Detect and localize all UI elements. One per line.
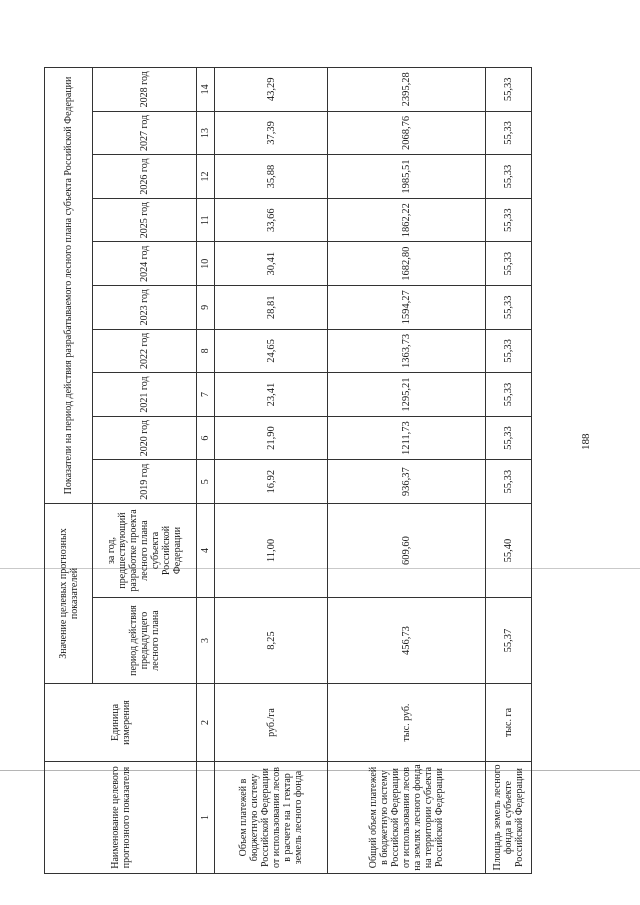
header-year: 2019 год — [93, 460, 197, 504]
column-number: 9 — [197, 286, 215, 330]
unit-cell: тыс. га — [486, 684, 532, 762]
year-value-cell: 1682,80 — [328, 242, 486, 286]
header-year: 2022 год — [93, 329, 197, 373]
header-year: 2025 год — [93, 198, 197, 242]
year-value-cell: 55,33 — [486, 416, 532, 460]
column-number: 14 — [197, 67, 215, 111]
year-value-cell: 55,33 — [486, 242, 532, 286]
year-value-cell: 55,33 — [486, 329, 532, 373]
year-value-cell: 55,33 — [486, 111, 532, 155]
header-year: 2027 год — [93, 111, 197, 155]
column-number: 13 — [197, 111, 215, 155]
column-number: 5 — [197, 460, 215, 504]
column-number: 2 — [197, 684, 215, 762]
year-value-cell: 35,88 — [215, 155, 328, 199]
indicator-name-cell: Общий объем платежей в бюджетную систему Российской Федерации от использования лесов на землях лесного фонда на территории субъекта Российской Федерации — [328, 762, 486, 874]
year-value-cell: 1862,22 — [328, 198, 486, 242]
year-value-cell: 1363,73 — [328, 329, 486, 373]
year-value-cell: 37,39 — [215, 111, 328, 155]
header-year: 2024 год — [93, 242, 197, 286]
header-year-before: за год, предшествующий разработке проекта лесного плана субъекта Российской Федерации — [93, 504, 197, 598]
indicator-name-cell: Площадь земель лесного фонда в субъекте Российской Федерации — [486, 762, 532, 874]
header-year: 2023 год — [93, 286, 197, 330]
header-unit: Единица измерения — [45, 684, 197, 762]
year-value-cell: 30,41 — [215, 242, 328, 286]
year-value-cell: 55,33 — [486, 198, 532, 242]
year-value-cell: 2395,28 — [328, 67, 486, 111]
year-value-cell: 1985,51 — [328, 155, 486, 199]
year-value-cell: 55,33 — [486, 373, 532, 417]
year-value-cell: 28,81 — [215, 286, 328, 330]
column-number: 11 — [197, 198, 215, 242]
column-number: 6 — [197, 416, 215, 460]
year-value-cell: 1594,27 — [328, 286, 486, 330]
header-previous-period: период действия предыдущего лесного плана — [93, 598, 197, 684]
header-year: 2021 год — [93, 373, 197, 417]
column-number: 4 — [197, 504, 215, 598]
indicator-name-cell: Объем платежей в бюджетную систему Российской Федерации от использования лесов в расчете на 1 гектар земель лесного фонда — [215, 762, 328, 874]
year-value-cell: 1211,73 — [328, 416, 486, 460]
year-value-cell: 16,92 — [215, 460, 328, 504]
year-value-cell: 21,90 — [215, 416, 328, 460]
previous-period-value: 456,73 — [328, 598, 486, 684]
unit-cell: тыс. руб. — [328, 684, 486, 762]
column-number: 12 — [197, 155, 215, 199]
rotated-table-wrapper — [44, 68, 531, 874]
header-year: 2020 год — [93, 416, 197, 460]
column-number: 8 — [197, 329, 215, 373]
header-year: 2026 год — [93, 155, 197, 199]
year-value-cell: 55,33 — [486, 460, 532, 504]
year-value-cell: 55,33 — [486, 155, 532, 199]
column-number: 10 — [197, 242, 215, 286]
previous-period-value: 8,25 — [215, 598, 328, 684]
column-number: 3 — [197, 598, 215, 684]
unit-cell: руб./га — [215, 684, 328, 762]
year-value-cell: 33,66 — [215, 198, 328, 242]
page-number: 188 — [580, 433, 592, 450]
year-value-cell: 1295,21 — [328, 373, 486, 417]
year-value-cell: 23,41 — [215, 373, 328, 417]
forecast-indicators-table — [44, 67, 532, 874]
header-target-values: Значение целевых прогнозных показателей — [45, 504, 93, 684]
year-value-cell: 24,65 — [215, 329, 328, 373]
year-value-cell: 936,37 — [328, 460, 486, 504]
year-before-value: 11,00 — [215, 504, 328, 598]
year-value-cell: 2068,76 — [328, 111, 486, 155]
year-before-value: 609,60 — [328, 504, 486, 598]
column-number: 1 — [197, 762, 215, 874]
header-plan-period: Показатели на период действия разрабатываемого лесного плана субъекта Российской Федерации — [45, 67, 93, 503]
year-before-value: 55,40 — [486, 504, 532, 598]
year-value-cell: 43,29 — [215, 67, 328, 111]
year-value-cell: 55,33 — [486, 286, 532, 330]
year-value-cell: 55,33 — [486, 67, 532, 111]
previous-period-value: 55,37 — [486, 598, 532, 684]
column-number: 7 — [197, 373, 215, 417]
header-indicator-name: Наименование целевого прогнозного показателя — [45, 762, 197, 874]
header-year: 2028 год — [93, 67, 197, 111]
